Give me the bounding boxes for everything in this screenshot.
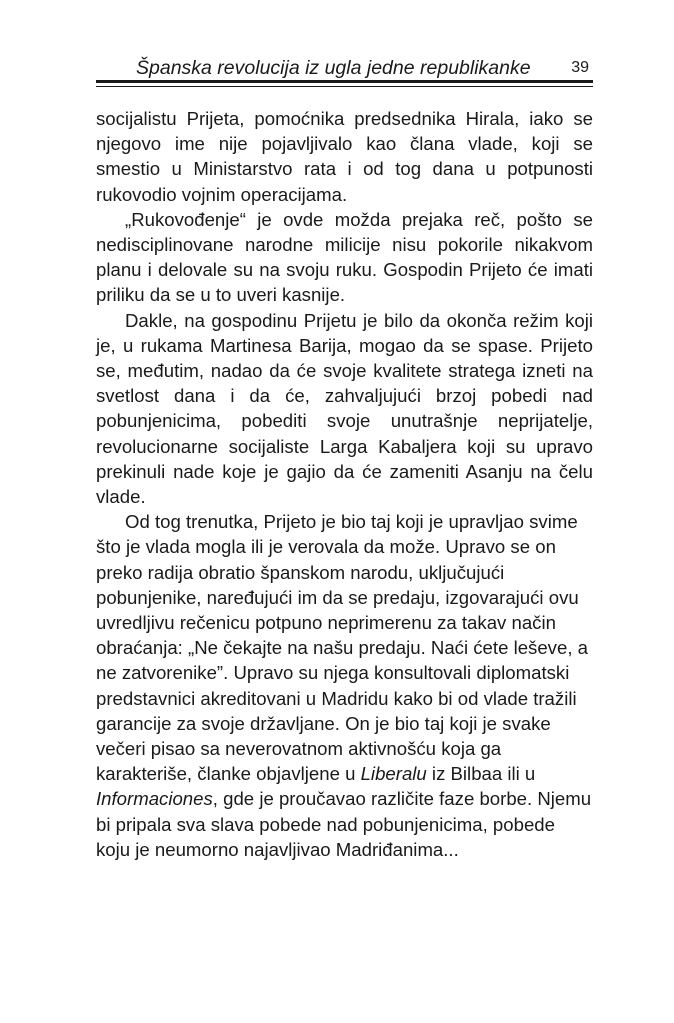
paragraph-4-part-2: iz Bilbaa ili u bbox=[426, 763, 536, 785]
page-number: 39 bbox=[571, 59, 589, 76]
publication-title-liberal: Liberalu bbox=[360, 763, 427, 785]
header-rule-thick bbox=[96, 80, 593, 83]
publication-title-informaciones: Informaciones bbox=[96, 788, 213, 810]
running-title: Španska revolucija iz ugla jedne republikanke bbox=[136, 57, 531, 79]
paragraph-2: „Rukovođenje“ je ovde možda prejaka reč, pošto se nedisciplinovane narodne milicije nisu pokorile nikakvom planu i delovale su na svoju ruku. Gospodin Prijeto će imati priliku da se u to uveri kasnije. bbox=[96, 208, 593, 306]
paragraph-4 bbox=[96, 509, 593, 862]
page-body bbox=[96, 106, 593, 862]
paragraph-1: socijalistu Prijeta, pomoćnika predsednika Hirala, iako se njegovo ime nije pojavljivalo kao člana vlade, koji se smestio u Ministarstvo rata i od tog dana u potpunosti rukovodio vojnim operacijama. bbox=[96, 108, 593, 205]
header-rule-thin bbox=[96, 86, 593, 87]
paragraph-4-part-3: , gde je proučavao različite faze borbe. Njemu bi pripala sva slava pobede nad pobunjenicima, pobede koju je neumorno najavljivao Madriđanima... bbox=[96, 788, 592, 860]
paragraph-4-part-1: Od tog trenutka, Prijeto je bio taj koji je upravljao svime što je vlada mogla ili je verovala da može. Upravo se on preko radija obratio španskom narodu, uključujući pobunjenike, naređujući im da se predaju, izgovarajući ovu uvredljivu rečenicu potpuno neprimerenu za takav način obraćanja: „Ne čekajte na našu predaju. Naći ćete leševe, a ne zatvorenike”. Upravo su njega konsultovali diplomatski predstavnici akreditovani u Madridu kako bi od vlade tražili garancije za svoje državljane. On je bio taj koji je svake večeri pisao sa neverovatnom aktivnošću koja ga karakteriše, članke objavljene u bbox=[96, 511, 588, 785]
paragraph-3: Dakle, na gospodinu Prijetu je bilo da okonča režim koji je, u rukama Martinesa Barija, mogao da se spase. Prijeto se, međutim, nadao da će svoje kvalitete stratega izneti na svetlost dana i da će, zahvaljujući brzoj pobedi nad pobunjenicima, pobediti svoje unutrašnje neprijatelje, revolucionarne socijaliste Larga Kabaljera koji su upravo prekinuli nade koje je gajio da će zameniti Asanju na čelu vlade. bbox=[96, 309, 593, 508]
running-header bbox=[96, 56, 593, 80]
